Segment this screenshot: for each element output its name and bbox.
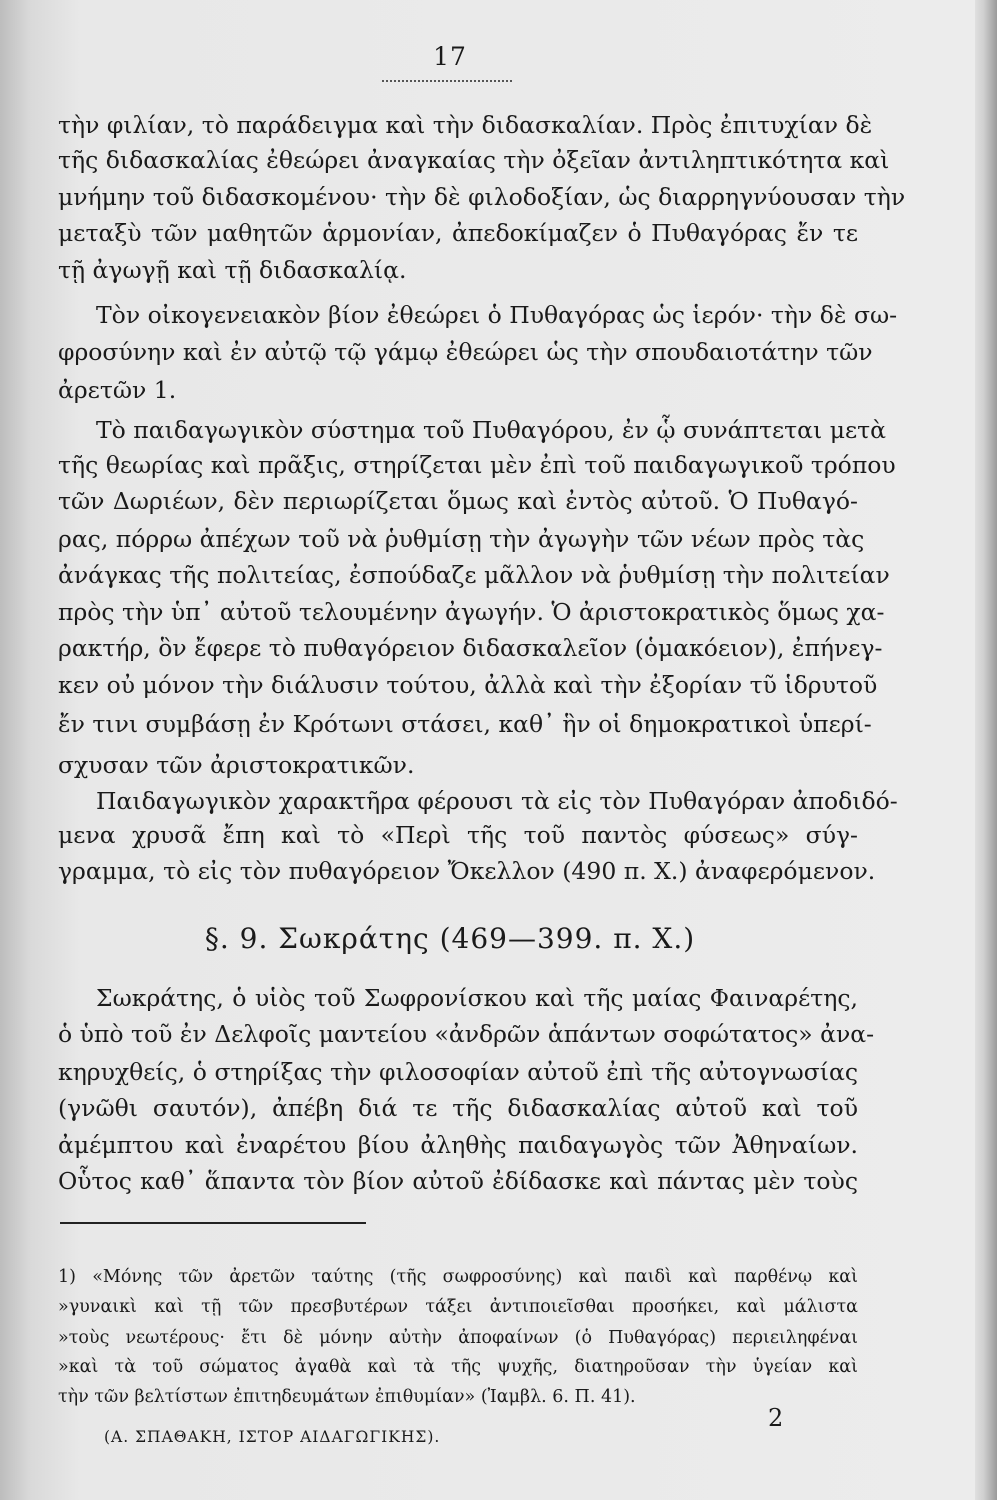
section-line: Οὗτος καθ᾽ ἅπαντα τὸν βίον αὐτοῦ ἐδίδασκε καὶ πάντας μὲν τοὺς (58, 1167, 858, 1195)
header-dotted-rule (382, 80, 512, 82)
page-number: 17 (433, 42, 467, 71)
body-line: γραμμα, τὸ εἰς τὸν πυθαγόρειον Ὄκελλον (490 π. Χ.) ἀναφερόμενον. (58, 857, 876, 885)
body-line: ἔν τινι συμβάσῃ ἐν Κρότωνι στάσει, καθ᾽ ἣν οἱ δημοκρατικοὶ ὑπερί- (58, 710, 872, 738)
footnote-line: τὴν τῶν βελτίστων ἐπιτηδευμάτων ἐπιθυμίαν» (Ἰαμβλ. 6. Π. 41). (58, 1387, 636, 1407)
section-line: Σωκράτης, ὁ υἱὸς τοῦ Σωφρονίσκου καὶ τῆς μαίας Φαιναρέτης, (96, 984, 858, 1012)
section-heading: §. 9. Σωκράτης (469—399. π. Χ.) (204, 922, 696, 955)
body-line: μενα χρυσᾶ ἔπη καὶ τὸ «Περὶ τῆς τοῦ παντὸς φύσεως» σύγ- (58, 821, 858, 849)
body-line: τῇ ἀγωγῇ καὶ τῇ διδασκαλίᾳ. (58, 256, 407, 284)
body-line: Τὸ παιδαγωγικὸν σύστημα τοῦ Πυθαγόρου, ἐν ᾧ συνάπτεται μετὰ (96, 416, 887, 444)
footnote-line: »γυναικὶ καὶ τῇ τῶν πρεσβυτέρων τάξει ἀντιποιεῖσθαι προσήκει, καὶ μάλιστα (58, 1297, 858, 1317)
body-line: ἀρετῶν 1. (58, 376, 177, 404)
body-line: τῶν Δωριέων, δὲν περιωρίζεται ὅμως καὶ ἐντὸς αὐτοῦ. Ὁ Πυθαγό- (58, 487, 858, 515)
body-line: ρακτήρ, ὃν ἔφερε τὸ πυθαγόρειον διδασκαλεῖον (ὁμακόειον), ἐπήνεγ- (58, 634, 883, 662)
body-line: τῆς διδασκαλίας ἐθεώρει ἀναγκαίας τὴν ὀξεῖαν ἀντιληπτικότητα καὶ (58, 146, 890, 174)
body-line: Παιδαγωγικὸν χαρακτῆρα φέρουσι τὰ εἰς τὸν Πυθαγόραν ἀποδιδό- (96, 787, 898, 815)
body-line: ἀνάγκας τῆς πολιτείας, ἐσπούδαζε μᾶλλον νὰ ῥυθμίσῃ τὴν πολιτείαν (58, 561, 890, 589)
body-line: φροσύνην καὶ ἐν αὐτῷ τῷ γάμῳ ἐθεώρει ὡς τὴν σπουδαιοτάτην τῶν (58, 338, 873, 366)
body-line: Τὸν οἰκογενειακὸν βίον ἐθεώρει ὁ Πυθαγόρας ὡς ἱερόν· τὴν δὲ σω- (96, 301, 898, 329)
body-line: πρὸς τὴν ὑπ᾽ αὐτοῦ τελουμένην ἀγωγήν. Ὁ ἀριστοκρατικὸς ὅμως χα- (58, 598, 885, 626)
body-line: τὴν φιλίαν, τὸ παράδειγμα καὶ τὴν διδασκαλίαν. Πρὸς ἐπιτυχίαν δὲ (58, 111, 873, 139)
signature-mark: 2 (768, 1404, 784, 1432)
section-line: (γνῶθι σαυτόν), ἀπέβη διά τε τῆς διδασκαλίας αὐτοῦ καὶ τοῦ (58, 1094, 858, 1122)
section-line: ἀμέμπτου καὶ ἐναρέτου βίου ἀληθὴς παιδαγωγὸς τῶν Ἀθηναίων. (58, 1131, 858, 1159)
body-line: κεν οὐ μόνον τὴν διάλυσιν τούτου, ἀλλὰ καὶ τὴν ἐξορίαν τῦ ἱδρυτοῦ (58, 671, 878, 699)
body-line: τῆς θεωρίας καὶ πρᾶξις, στηρίζεται μὲν ἐπὶ τοῦ παιδαγωγικοῦ τρόπου (58, 451, 896, 479)
section-line: κηρυχθείς, ὁ στηρίξας τὴν φιλοσοφίαν αὐτοῦ ἐπὶ τῆς αὐτογνωσίας (58, 1058, 858, 1086)
footnote-rule (60, 1222, 366, 1224)
page-gutter-shadow (975, 0, 997, 1500)
body-line: ρας, πόρρω ἀπέχων τοῦ νὰ ῥυθμίσῃ τὴν ἀγωγὴν τῶν νέων πρὸς τὰς (58, 525, 865, 553)
footnote-line: »τοὺς νεωτέρους· ἔτι δὲ μόνην αὐτὴν ἀποφαίνων (ὁ Πυθαγόρας) περιειληφέναι (58, 1328, 858, 1348)
printer-signature-line: (Α. ΣΠΑΘΑΚΗ, ΙΣΤΟΡ ΑΙΔΑΓΩΓΙΚΗΣ). (104, 1428, 441, 1446)
body-line: σχυσαν τῶν ἀριστοκρατικῶν. (58, 751, 415, 779)
body-line: μεταξὺ τῶν μαθητῶν ἁρμονίαν, ἀπεδοκίμαζεν ὁ Πυθαγόρας ἔν τε (58, 219, 858, 247)
footnote-line: 1) «Μόνης τῶν ἀρετῶν ταύτης (τῆς σωφροσύνης) καὶ παιδὶ καὶ παρθένῳ καὶ (58, 1267, 858, 1287)
section-line: ὁ ὑπὸ τοῦ ἐν Δελφοῖς μαντείου «ἀνδρῶν ἁπάντων σοφώτατος» ἀνα- (58, 1020, 875, 1048)
footnote-line: »καὶ τὰ τοῦ σώματος ἀγαθὰ καὶ τὰ τῆς ψυχῆς, διατηροῦσαν τὴν ὑγείαν καὶ (58, 1357, 858, 1377)
body-line: μνήμην τοῦ διδασκομένου· τὴν δὲ φιλοδοξίαν, ὡς διαρρηγνύουσαν τὴν (58, 183, 906, 211)
